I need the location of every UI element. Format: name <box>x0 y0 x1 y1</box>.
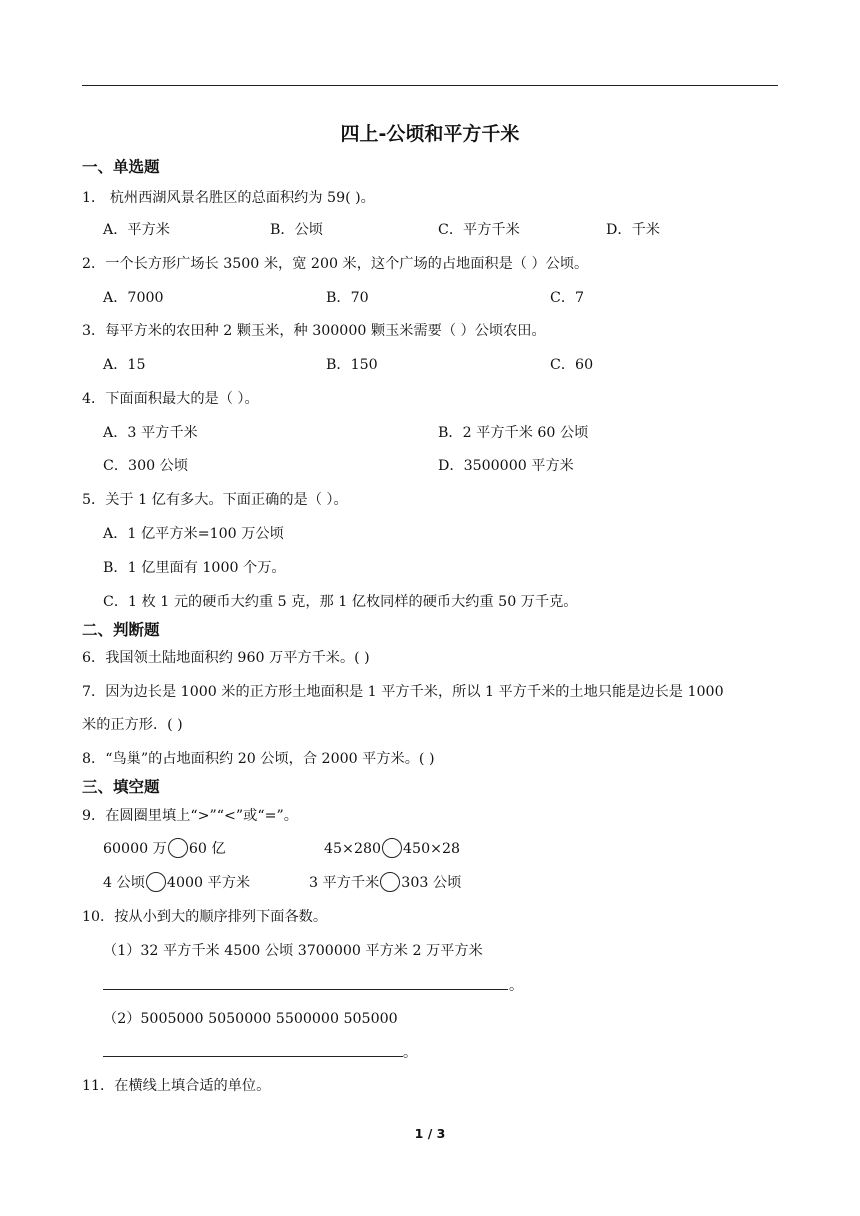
header-rule <box>82 85 778 86</box>
q1-option-b: B．公顷 <box>270 222 323 238</box>
q10-part-1: （1）32 平方千米 4500 公顷 3700000 平方米 2 万平方米 <box>103 943 483 959</box>
section-heading-single-choice: 一、单选题 <box>82 158 160 176</box>
q3-option-b: B．150 <box>326 357 378 373</box>
q1-option-d: D．千米 <box>606 222 660 238</box>
question-1: 1． 杭州西湖风景名胜区的总面积约为 59( )。 <box>82 190 375 206</box>
question-10: 10．按从小到大的顺序排列下面各数。 <box>82 909 328 925</box>
section-heading-true-false: 二、判断题 <box>82 621 160 639</box>
q4-option-d: D．3500000 平方米 <box>438 458 574 474</box>
q10-part-2: （2）5005000 5050000 5500000 505000 <box>103 1011 398 1027</box>
question-2: 2．一个长方形广场长 3500 米，宽 200 米，这个广场的占地面积是（ ）公顷。 <box>82 256 589 272</box>
answer-circle[interactable] <box>168 838 188 858</box>
q10-part-2-end-mark: 。 <box>403 1045 418 1061</box>
q2-option-a: A．7000 <box>103 290 164 306</box>
q2-option-b: B．70 <box>326 290 369 306</box>
q5-option-b: B．1 亿里面有 1000 个万。 <box>103 560 286 576</box>
question-8: 8．“鸟巢”的占地面积约 20 公顷，合 2000 平方米。( ) <box>82 751 435 767</box>
q5-option-c: C．1 枚 1 元的硬币大约重 5 克，那 1 亿枚同样的硬币大约重 50 万千克。 <box>103 594 578 610</box>
q9-compare-3-right: 4000 平方米 <box>166 875 251 891</box>
page-title: 四上-公顷和平方千米 <box>340 123 520 145</box>
q9-compare-2-left: 45×280 <box>324 841 382 857</box>
question-7-line-1: 7．因为边长是 1000 米的正方形土地面积是 1 平方千米，所以 1 平方千米的土地只能是边长是 1000 <box>82 684 724 700</box>
q9-compare-2-right: 450×28 <box>403 841 461 857</box>
q9-compare-2 <box>324 838 460 858</box>
q10-part-1-answer-line[interactable] <box>103 989 508 990</box>
answer-circle[interactable] <box>146 872 166 892</box>
question-5: 5．关于 1 亿有多大。下面正确的是（ ）。 <box>82 492 348 508</box>
q3-option-a: A．15 <box>103 357 146 373</box>
q1-option-c: C．平方千米 <box>438 222 520 238</box>
q10-part-2-answer-line[interactable] <box>103 1056 403 1057</box>
answer-circle[interactable] <box>380 872 400 892</box>
q4-option-b: B．2 平方千米 60 公顷 <box>438 425 589 441</box>
q4-option-c: C．300 公顷 <box>103 458 189 474</box>
question-9: 9．在圆圈里填上“>”“<”或“=”。 <box>82 808 298 824</box>
q9-compare-3-left: 4 公顷 <box>103 875 145 891</box>
answer-circle[interactable] <box>382 838 402 858</box>
question-3: 3．每平方米的农田种 2 颗玉米，种 300000 颗玉米需要（ ）公顷农田。 <box>82 323 546 339</box>
q10-part-1-end-mark: 。 <box>509 978 524 994</box>
page-number: 1 / 3 <box>414 1126 446 1141</box>
q9-compare-1-right: 60 亿 <box>188 841 226 857</box>
q5-option-a: A．1 亿平方米=100 万公顷 <box>103 526 284 542</box>
q3-option-c: C．60 <box>550 357 594 373</box>
q9-compare-3 <box>103 872 250 892</box>
question-4: 4．下面面积最大的是（ ）。 <box>82 391 259 407</box>
q9-compare-1-left: 60000 万 <box>103 841 167 857</box>
section-heading-fill-in: 三、填空题 <box>82 778 160 796</box>
question-11: 11．在横线上填合适的单位。 <box>82 1078 271 1094</box>
q9-compare-4-right: 303 公顷 <box>401 875 462 891</box>
q9-compare-4 <box>309 872 461 892</box>
question-6: 6．我国领土陆地面积约 960 万平方千米。( ) <box>82 650 370 666</box>
q2-option-c: C．7 <box>550 290 585 306</box>
q1-option-a: A．平方米 <box>103 222 170 238</box>
q9-compare-1 <box>103 838 226 858</box>
q9-compare-4-left: 3 平方千米 <box>309 875 380 891</box>
question-7-line-2: 米的正方形．( ) <box>82 717 183 733</box>
q4-option-a: A．3 平方千米 <box>103 425 198 441</box>
